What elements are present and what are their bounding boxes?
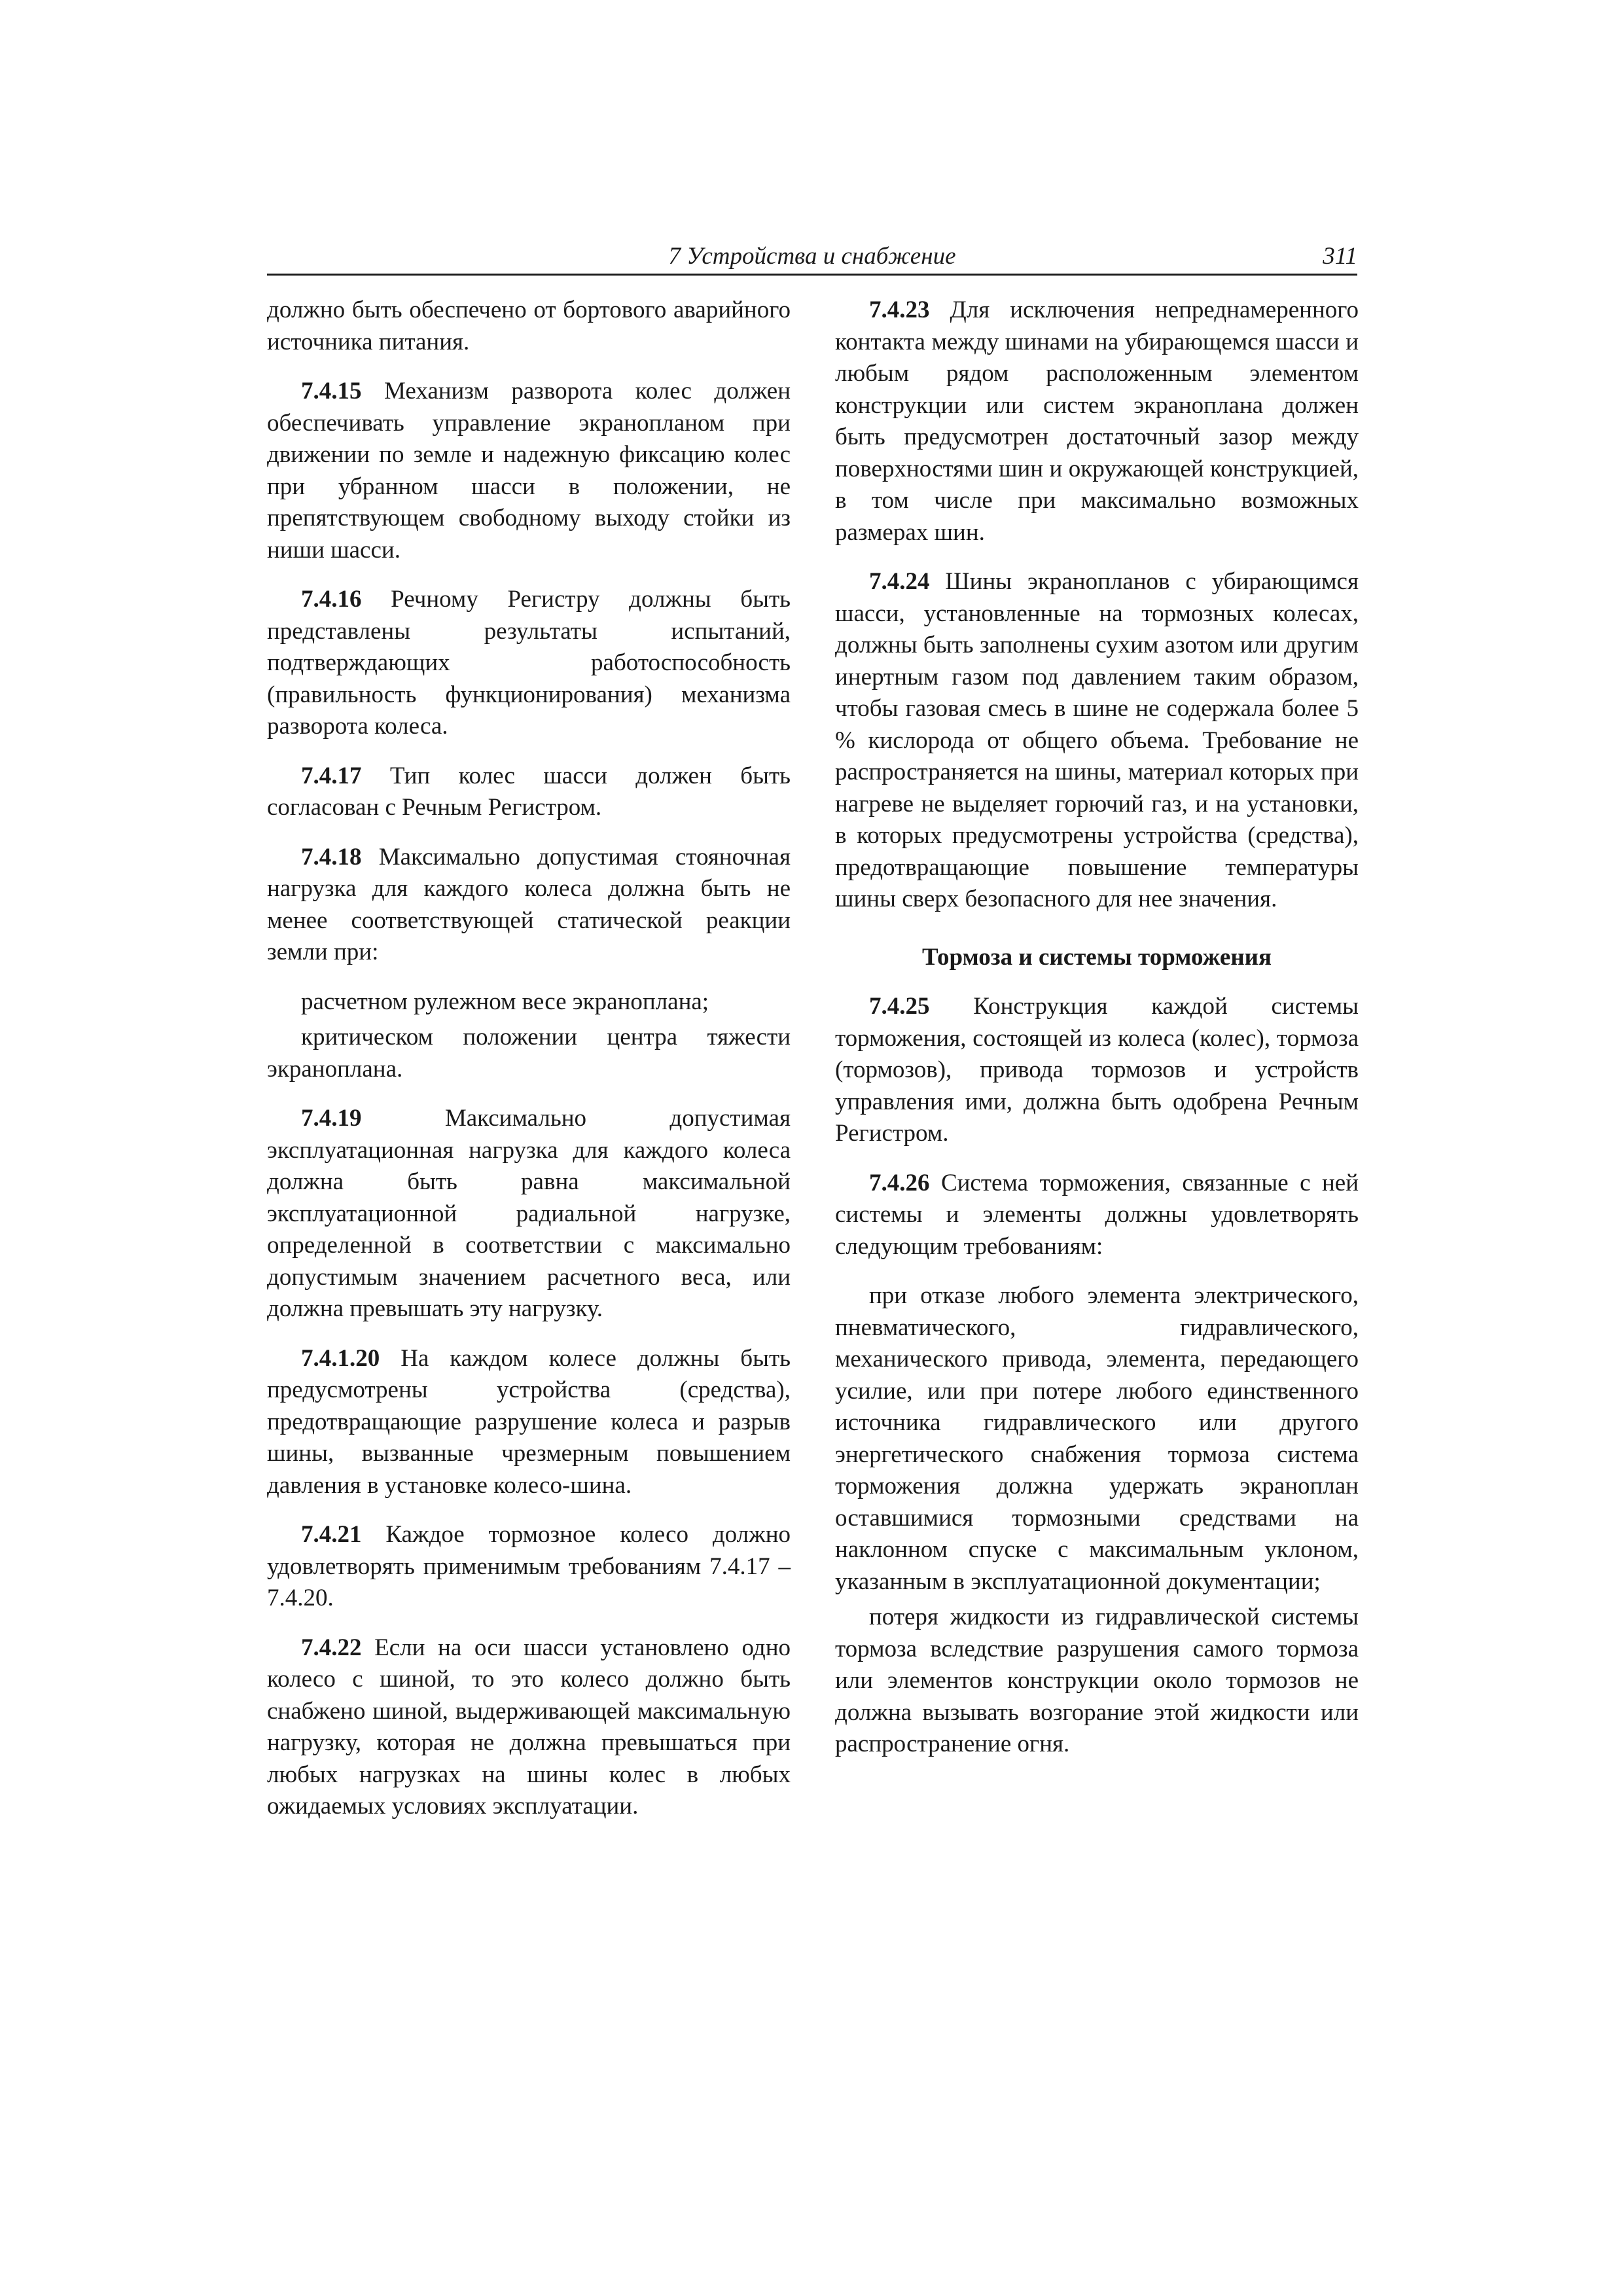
clause-number: 7.4.18: [301, 843, 362, 870]
left-column: [267, 295, 791, 1840]
clause-paragraph: [835, 1168, 1359, 1263]
clause-paragraph: [835, 566, 1359, 916]
clause-number: 7.4.21: [301, 1521, 362, 1548]
list-item: при отказе любого элемента электрического, пневматического, гидравлического, механического привода, элемента, передающего усилие, или при потере любого единственного источника гидравлического или другого энергетического снабжения тормоза система торможения должна удержать экраноплан оставшимися тормозными средствами на наклонном спуске с максимальным уклоном, указанным в эксплуатационной документации;: [835, 1282, 1359, 1595]
clause-paragraph: [267, 1632, 791, 1823]
header-title: 7 Устройства и снабжение: [668, 243, 956, 270]
right-column: [835, 295, 1359, 1778]
clause-text: Речному Регистру должны быть представлены результаты испытаний, подтверждающих работоспособность (правильность функционирования) механизма разворота колеса.: [267, 586, 791, 740]
clause-paragraph: [267, 584, 791, 743]
clause-paragraph: [267, 376, 791, 566]
clause-paragraph: [267, 761, 791, 824]
clause-number: 7.4.17: [301, 762, 362, 789]
clause-text: Максимально допустимая эксплуатационная нагрузка для каждого колеса должна быть равна максимальной эксплуатационной радиальной нагрузке, определенной в соответствии с максимально допустимым значением расчетного веса, или должна превышать эту нагрузку.: [267, 1105, 791, 1322]
clause-text: Механизм разворота колес должен обеспечивать управление экранопланом при движении по земле и надежную фиксацию колес при убранном шасси в положении, не препятствующем свободному выходу стойки из ниши шасси.: [267, 378, 791, 564]
list-item: критическом положении центра тяжести экраноплана.: [267, 1024, 791, 1083]
clause-text: Если на оси шасси установлено одно колесо с шиной, то это колесо должно быть снабжено шиной, выдерживающей максимальную нагрузку, которая не должна превышаться при любых нагрузках на шины колес в любых ожидаемых условиях эксплуатации.: [267, 1634, 791, 1820]
clause-number: 7.4.23: [869, 296, 930, 323]
clause-number: 7.4.22: [301, 1634, 362, 1661]
clause-text: Шины экранопланов с убирающимся шасси, установленные на тормозных колесах, должны быть заполнены сухим азотом или другим инертным газом под давлением таким образом, чтобы газовая смесь в шине не содержала более 5 % кислорода от общего объема. Требование не распространяется на шины, материал которых при нагреве не выделяет горючий газ, и на установки, в которых предусмотрены устройства (средства), предотвращающие повышение температуры шины сверх безопасного для нее значения.: [835, 568, 1359, 912]
clause-paragraph: [835, 295, 1359, 548]
page-number: 311: [1323, 243, 1357, 270]
clause-paragraph: [267, 295, 791, 358]
clause-paragraph: [267, 1103, 791, 1325]
clause-number: 7.4.24: [869, 568, 930, 595]
clause-number: 7.4.26: [869, 1169, 930, 1196]
clause-text: Каждое тормозное колесо должно удовлетворять применимым требованиям 7.4.17 – 7.4.20.: [267, 1521, 791, 1611]
clause-paragraph: [835, 991, 1359, 1150]
clause-number: 7.4.25: [869, 993, 930, 1020]
clause-text: Система торможения, связанные с ней системы и элементы должны удовлетворять следующим требованиям:: [835, 1169, 1359, 1260]
clause-text: должно быть обеспечено от бортового аварийного источника питания.: [267, 296, 791, 355]
clause-text: Для исключения непреднамеренного контакта между шинами на убирающемся шасси и любым рядом расположенным элементом конструкции или систем экраноплана должен быть предусмотрен достаточный зазор между поверхностями шин и окружающей конструкцией, в том числе при максимально возможных размерах шин.: [835, 296, 1359, 546]
clause-paragraph: [267, 1343, 791, 1502]
clause-paragraph: [267, 1519, 791, 1615]
clause-text: Тип колес шасси должен быть согласован с Речным Регистром.: [267, 762, 791, 821]
clause-number: 7.4.1.20: [301, 1344, 380, 1372]
clause-text: Максимально допустимая стояночная нагрузка для каждого колеса должна быть не менее соответствующей статической реакции земли при:: [267, 843, 791, 965]
clause-number: 7.4.15: [301, 378, 362, 404]
list-item: потеря жидкости из гидравлической системы тормоза вследствие разрушения самого тормоза или элементов конструкции около тормозов не должна вызывать возгорание этой жидкости или распространение огня.: [835, 1604, 1359, 1757]
running-header: [267, 240, 1357, 276]
clause-text: На каждом колесе должны быть предусмотрены устройства (средства), предотвращающие разрушение колеса и разрыв шины, вызванные чрезмерным повышением давления в установке колесо-шина.: [267, 1344, 791, 1499]
clause-number: 7.4.19: [301, 1105, 362, 1132]
section-heading: Тормоза и системы торможения: [922, 943, 1272, 971]
clause-paragraph: [267, 842, 791, 969]
clause-text: Конструкция каждой системы торможения, состоящей из колеса (колес), тормоза (тормозов), привода тормозов и устройств управления ими, должна быть одобрена Речным Регистром.: [835, 993, 1359, 1147]
clause-number: 7.4.16: [301, 586, 362, 613]
list-item: расчетном рулежном весе экраноплана;: [301, 988, 709, 1015]
